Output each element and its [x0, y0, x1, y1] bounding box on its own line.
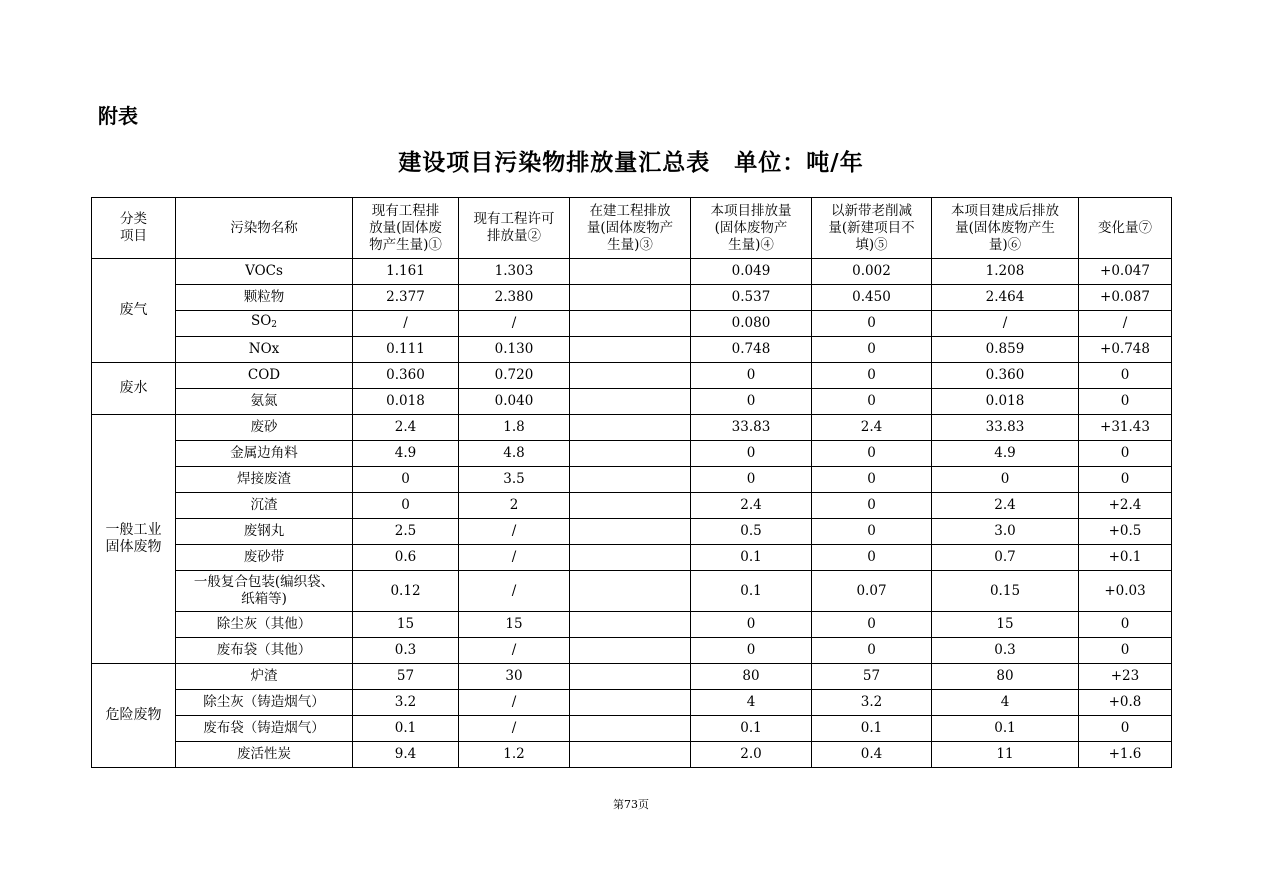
value-cell: 33.83	[932, 415, 1079, 441]
value-cell: 15	[459, 612, 570, 638]
column-header: 本项目排放量 (固体废物产 生量)④	[691, 198, 812, 259]
value-cell: +2.4	[1079, 493, 1172, 519]
value-cell: 0	[1079, 441, 1172, 467]
value-cell: 2.464	[932, 285, 1079, 311]
value-cell: 0	[812, 638, 932, 664]
value-cell: 2.4	[932, 493, 1079, 519]
pollutant-formula-subscript: 2	[271, 320, 278, 330]
value-cell	[570, 415, 691, 441]
value-cell: 0.130	[459, 337, 570, 363]
pollutant-name-cell: 废布袋（其他）	[176, 638, 353, 664]
table-row	[92, 363, 1172, 389]
header-row	[92, 198, 1172, 259]
table-row	[92, 467, 1172, 493]
value-cell	[570, 337, 691, 363]
value-cell: 0	[932, 467, 1079, 493]
table-title	[0, 144, 1262, 177]
value-cell: 0	[691, 363, 812, 389]
value-cell	[570, 716, 691, 742]
category-cell: 危险废物	[92, 664, 176, 768]
value-cell: +0.1	[1079, 545, 1172, 571]
value-cell: 0.1	[691, 545, 812, 571]
value-cell: 0	[812, 389, 932, 415]
value-cell: 2.4	[691, 493, 812, 519]
table-row	[92, 716, 1172, 742]
pollutant-name-cell: 焊接废渣	[176, 467, 353, 493]
column-header: 现有工程排 放量(固体废 物产生量)①	[353, 198, 459, 259]
table-row	[92, 311, 1172, 337]
value-cell: 0.049	[691, 259, 812, 285]
value-cell: +0.087	[1079, 285, 1172, 311]
pollutant-name-cell: 沉渣	[176, 493, 353, 519]
value-cell: 11	[932, 742, 1079, 768]
value-cell: 0	[691, 638, 812, 664]
value-cell: 2.4	[353, 415, 459, 441]
value-cell: 0.4	[812, 742, 932, 768]
column-header: 本项目建成后排放 量(固体废物产生 量)⑥	[932, 198, 1079, 259]
value-cell: 0.12	[353, 571, 459, 612]
column-header: 分类 项目	[92, 198, 176, 259]
value-cell: 0	[812, 467, 932, 493]
value-cell: +31.43	[1079, 415, 1172, 441]
value-cell: 0.1	[691, 571, 812, 612]
value-cell: 57	[353, 664, 459, 690]
value-cell: +23	[1079, 664, 1172, 690]
value-cell: 4.9	[353, 441, 459, 467]
value-cell	[570, 638, 691, 664]
column-header: 污染物名称	[176, 198, 353, 259]
value-cell: 1.8	[459, 415, 570, 441]
value-cell: 3.2	[353, 690, 459, 716]
value-cell: 3.0	[932, 519, 1079, 545]
value-cell: 1.303	[459, 259, 570, 285]
value-cell: 0.1	[353, 716, 459, 742]
value-cell: /	[459, 690, 570, 716]
value-cell: /	[459, 311, 570, 337]
value-cell: +0.748	[1079, 337, 1172, 363]
value-cell	[570, 389, 691, 415]
value-cell: 0	[1079, 716, 1172, 742]
value-cell: 2.4	[812, 415, 932, 441]
table-row	[92, 519, 1172, 545]
value-cell: 0	[1079, 363, 1172, 389]
value-cell: 0	[812, 519, 932, 545]
value-cell: 4	[932, 690, 1079, 716]
value-cell: 0	[812, 612, 932, 638]
column-header: 在建工程排放 量(固体废物产 生量)③	[570, 198, 691, 259]
value-cell: 0	[812, 363, 932, 389]
table-row	[92, 441, 1172, 467]
value-cell: 80	[932, 664, 1079, 690]
table-row	[92, 337, 1172, 363]
value-cell: 0.360	[932, 363, 1079, 389]
value-cell: 0.360	[353, 363, 459, 389]
value-cell: 33.83	[691, 415, 812, 441]
value-cell: 57	[812, 664, 932, 690]
value-cell: 0	[1079, 638, 1172, 664]
value-cell: /	[459, 545, 570, 571]
table-row	[92, 389, 1172, 415]
unit-text: 单位：吨/年	[734, 150, 864, 176]
table-row	[92, 259, 1172, 285]
pollutant-name-cell: 废钢丸	[176, 519, 353, 545]
value-cell: 4.9	[932, 441, 1079, 467]
pollutant-name-cell: 氨氮	[176, 389, 353, 415]
value-cell	[570, 664, 691, 690]
value-cell	[570, 519, 691, 545]
value-cell: /	[459, 716, 570, 742]
table-row	[92, 612, 1172, 638]
value-cell: 1.208	[932, 259, 1079, 285]
value-cell: +0.5	[1079, 519, 1172, 545]
value-cell: 0.859	[932, 337, 1079, 363]
value-cell	[570, 742, 691, 768]
value-cell: 0	[691, 389, 812, 415]
value-cell: 15	[353, 612, 459, 638]
value-cell: 0.7	[932, 545, 1079, 571]
value-cell: 0.018	[932, 389, 1079, 415]
value-cell: 0	[353, 467, 459, 493]
value-cell	[570, 441, 691, 467]
value-cell: 0	[812, 311, 932, 337]
value-cell	[570, 690, 691, 716]
category-cell: 废水	[92, 363, 176, 415]
value-cell: 0.537	[691, 285, 812, 311]
value-cell: 0.748	[691, 337, 812, 363]
appendix-label: 附表	[98, 104, 138, 128]
value-cell: 0.3	[932, 638, 1079, 664]
value-cell: 2.0	[691, 742, 812, 768]
value-cell: 80	[691, 664, 812, 690]
table-row	[92, 545, 1172, 571]
pollutant-name-cell: COD	[176, 363, 353, 389]
value-cell: 0	[812, 337, 932, 363]
value-cell: +0.8	[1079, 690, 1172, 716]
value-cell: 2	[459, 493, 570, 519]
pollutant-name-cell: 金属边角料	[176, 441, 353, 467]
pollutant-name-cell: 废布袋（铸造烟气）	[176, 716, 353, 742]
value-cell: 0	[812, 441, 932, 467]
value-cell: 0.1	[932, 716, 1079, 742]
value-cell: 2.377	[353, 285, 459, 311]
value-cell: 0	[353, 493, 459, 519]
pollutant-name-cell	[176, 311, 353, 337]
title-text: 建设项目污染物排放量汇总表	[398, 150, 711, 176]
value-cell: 0.1	[812, 716, 932, 742]
pollutant-name-cell: 除尘灰（铸造烟气）	[176, 690, 353, 716]
value-cell	[570, 259, 691, 285]
table-row	[92, 742, 1172, 768]
value-cell	[570, 363, 691, 389]
value-cell: /	[353, 311, 459, 337]
value-cell: 15	[932, 612, 1079, 638]
value-cell	[570, 612, 691, 638]
table-row	[92, 664, 1172, 690]
value-cell	[570, 545, 691, 571]
value-cell: 0	[691, 441, 812, 467]
value-cell: 0	[691, 467, 812, 493]
value-cell: /	[1079, 311, 1172, 337]
value-cell: 0.080	[691, 311, 812, 337]
value-cell: 0.450	[812, 285, 932, 311]
value-cell: /	[932, 311, 1079, 337]
value-cell: 1.161	[353, 259, 459, 285]
page-number: 第73页	[613, 798, 649, 811]
table-row	[92, 285, 1172, 311]
value-cell: 0.111	[353, 337, 459, 363]
value-cell: +1.6	[1079, 742, 1172, 768]
value-cell	[570, 571, 691, 612]
value-cell	[570, 493, 691, 519]
value-cell: 0.3	[353, 638, 459, 664]
table-row	[92, 415, 1172, 441]
value-cell: 0.5	[691, 519, 812, 545]
table-row	[92, 493, 1172, 519]
value-cell: 4.8	[459, 441, 570, 467]
column-header: 以新带老削减 量(新建项目不 填)⑤	[812, 198, 932, 259]
category-cell: 废气	[92, 259, 176, 363]
pollutant-name-cell: NOx	[176, 337, 353, 363]
value-cell: 3.2	[812, 690, 932, 716]
value-cell: 0	[812, 493, 932, 519]
value-cell: 0	[1079, 389, 1172, 415]
value-cell: 9.4	[353, 742, 459, 768]
pollutant-name-cell: 废砂	[176, 415, 353, 441]
value-cell	[570, 311, 691, 337]
value-cell: /	[459, 638, 570, 664]
pollutant-name-cell: 除尘灰（其他）	[176, 612, 353, 638]
value-cell: /	[459, 571, 570, 612]
value-cell: 4	[691, 690, 812, 716]
table-row	[92, 690, 1172, 716]
value-cell: 0	[1079, 612, 1172, 638]
value-cell	[570, 467, 691, 493]
value-cell: 0.1	[691, 716, 812, 742]
pollutant-name-cell: 一般复合包装(编织袋、 纸箱等)	[176, 571, 353, 612]
column-header: 变化量⑦	[1079, 198, 1172, 259]
pollutant-formula: SO	[250, 313, 272, 329]
value-cell	[570, 285, 691, 311]
pollutant-name-cell: VOCs	[176, 259, 353, 285]
value-cell: /	[459, 519, 570, 545]
value-cell: 0	[812, 545, 932, 571]
pollutant-name-cell: 废砂带	[176, 545, 353, 571]
pollutant-name-cell: 废活性炭	[176, 742, 353, 768]
value-cell: 0.15	[932, 571, 1079, 612]
pollutant-name-cell: 炉渣	[176, 664, 353, 690]
value-cell: 0.040	[459, 389, 570, 415]
pollutant-name-cell: 颗粒物	[176, 285, 353, 311]
value-cell: 0	[691, 612, 812, 638]
table-row	[92, 571, 1172, 612]
value-cell: 0.07	[812, 571, 932, 612]
value-cell: 0.720	[459, 363, 570, 389]
value-cell: 1.2	[459, 742, 570, 768]
value-cell: 2.5	[353, 519, 459, 545]
table-body	[92, 259, 1172, 768]
value-cell: 0.002	[812, 259, 932, 285]
value-cell: 2.380	[459, 285, 570, 311]
value-cell: +0.03	[1079, 571, 1172, 612]
value-cell: 0.018	[353, 389, 459, 415]
pollutant-summary-table	[91, 197, 1172, 768]
category-cell: 一般工业 固体废物	[92, 415, 176, 664]
value-cell: 3.5	[459, 467, 570, 493]
value-cell: 30	[459, 664, 570, 690]
value-cell: +0.047	[1079, 259, 1172, 285]
table-row	[92, 638, 1172, 664]
column-header: 现有工程许可 排放量②	[459, 198, 570, 259]
value-cell: 0	[1079, 467, 1172, 493]
value-cell: 0.6	[353, 545, 459, 571]
